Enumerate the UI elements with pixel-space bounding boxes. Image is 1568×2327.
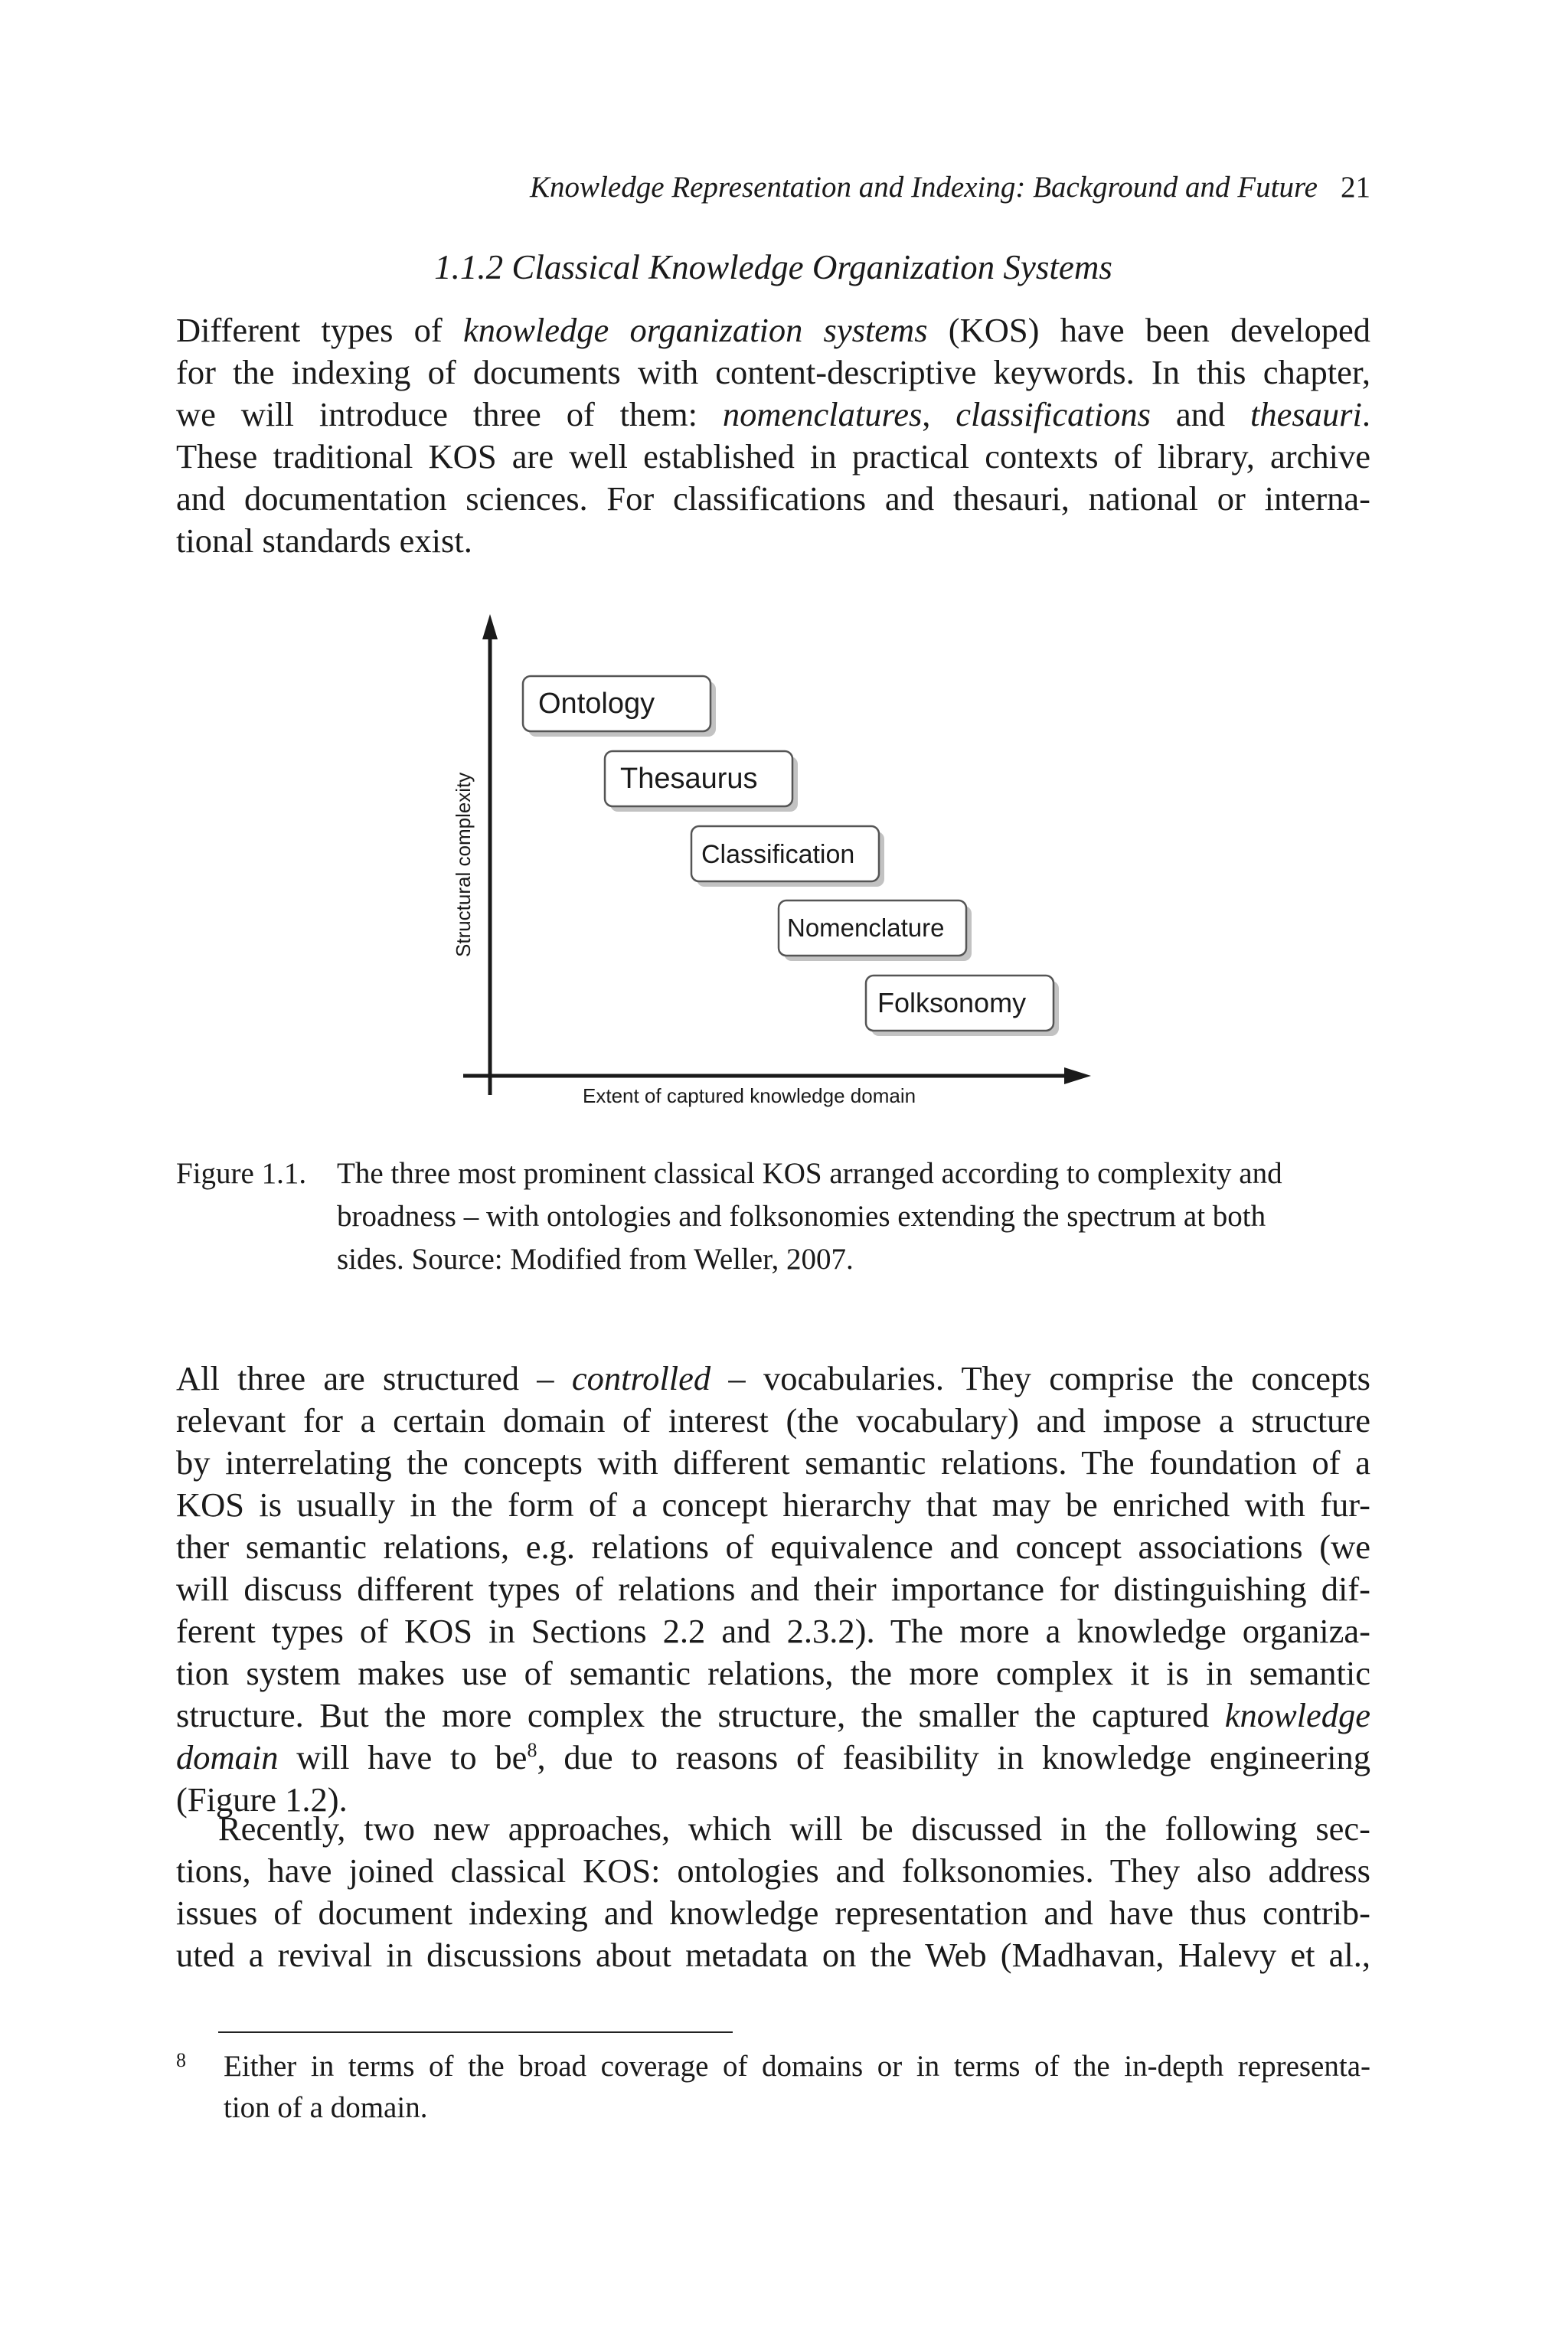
text-line: will discuss different types of relations and their importance for distinguishing dif- [176, 1570, 1370, 1608]
kos-diagram [429, 605, 1118, 1126]
y-axis-label: Structural complexity [452, 772, 475, 957]
text-line: for the indexing of documents with content-descriptive keywords. In this chapter, [176, 353, 1370, 391]
box-ontology [523, 676, 716, 737]
y-axis-arrowhead [482, 614, 498, 639]
text-line: structure. But the more complex the structure, the smaller the captured knowledge [176, 1696, 1370, 1734]
text-line: domain will have to $be^8$, due to reasons of feasibility in knowledge engineering [176, 1738, 1370, 1776]
text-line: KOS is usually in the form of a concept hierarchy that may be enriched with fur- [176, 1485, 1370, 1524]
box-label-classification: Classification [701, 840, 855, 869]
text-line: Recently, two new approaches, which will be discussed in the following sec- [218, 1809, 1370, 1848]
text-line: and documentation sciences. For classifications and thesauri, national or interna- [176, 479, 1370, 518]
box-label-folksonomy: Folksonomy [877, 987, 1027, 1018]
text-line: uted a revival in discussions about metadata on the Web (Madhavan, Halevy et al., [176, 1936, 1370, 1974]
box-label-ontology: Ontology [538, 688, 655, 720]
box-label-nomenclature: Nomenclature [787, 913, 945, 942]
box-classification [691, 826, 884, 887]
text-line: by interrelating the concepts with different semantic relations. The foundation of a [176, 1443, 1370, 1482]
x-axis-arrowhead [1064, 1067, 1091, 1084]
footnote-text [224, 2046, 1370, 2129]
caption-text [337, 1152, 1370, 1281]
footnote-divider [218, 2031, 733, 2033]
running-head-title: Knowledge Representation and Indexing: Background and Future [530, 171, 1318, 204]
text-line: relevant for a certain domain of interest (the vocabulary) and impose a structure [176, 1401, 1370, 1440]
caption-line: broadness – with ontologies and folksonomies extending the spectrum at both [337, 1200, 1266, 1233]
paragraph-controlled-vocabularies [176, 1358, 1370, 1821]
caption-line: sides. Source: Modified from Weller, 2007. [337, 1243, 854, 1276]
running-head [176, 170, 1370, 204]
paragraph-kos-intro [176, 309, 1370, 562]
paragraph-new-approaches [176, 1808, 1370, 1976]
caption-line: The three most prominent classical KOS arranged according to complexity and [337, 1157, 1282, 1190]
box-thesaurus [605, 751, 798, 812]
text-line: All three are structured – controlled – vocabularies. They comprise the concepts [176, 1359, 1370, 1397]
text-line: we will introduce three of them: nomenclatures, classifications and thesauri. [176, 395, 1370, 433]
figure-kos-spectrum [429, 605, 1118, 1126]
text-line: tions, have joined classical KOS: ontologies and folksonomies. They also address [176, 1851, 1370, 1890]
text-line: ferent types of KOS in Sections 2.2 and 2.3.2). The more a knowledge organiza- [176, 1612, 1370, 1650]
footnote-ref: 8 [527, 1739, 537, 1761]
footnote-line: tion of a domain. [224, 2091, 428, 2124]
text-line: issues of document indexing and knowledge representation and have thus contrib- [176, 1894, 1370, 1932]
text-line: tional standards exist. [176, 521, 472, 560]
text-line: (Figure 1.2). [176, 1780, 348, 1819]
footnote-line: Either in terms of the broad coverage of domains or in terms of the in-depth representa- [224, 2050, 1370, 2083]
box-folksonomy [866, 976, 1059, 1036]
section-title: 1.1.2 Classical Knowledge Organization Systems [434, 248, 1112, 286]
text-line: These traditional KOS are well established in practical contexts of library, archive [176, 437, 1370, 476]
text-line: ther semantic relations, e.g. relations of equivalence and concept associations (we [176, 1528, 1370, 1566]
page-number: 21 [1341, 171, 1370, 204]
footnote-mark: 8 [176, 2049, 186, 2071]
caption-label: Figure 1.1. [176, 1157, 307, 1190]
x-axis-label: Extent of captured knowledge domain [583, 1084, 916, 1107]
text-line: tion system makes use of semantic relations, the more complex it is in semantic [176, 1654, 1370, 1692]
text-line: Different types of knowledge organization systems (KOS) have been developed [176, 311, 1370, 349]
box-label-thesaurus: Thesaurus [620, 763, 758, 795]
box-nomenclature [779, 900, 972, 961]
